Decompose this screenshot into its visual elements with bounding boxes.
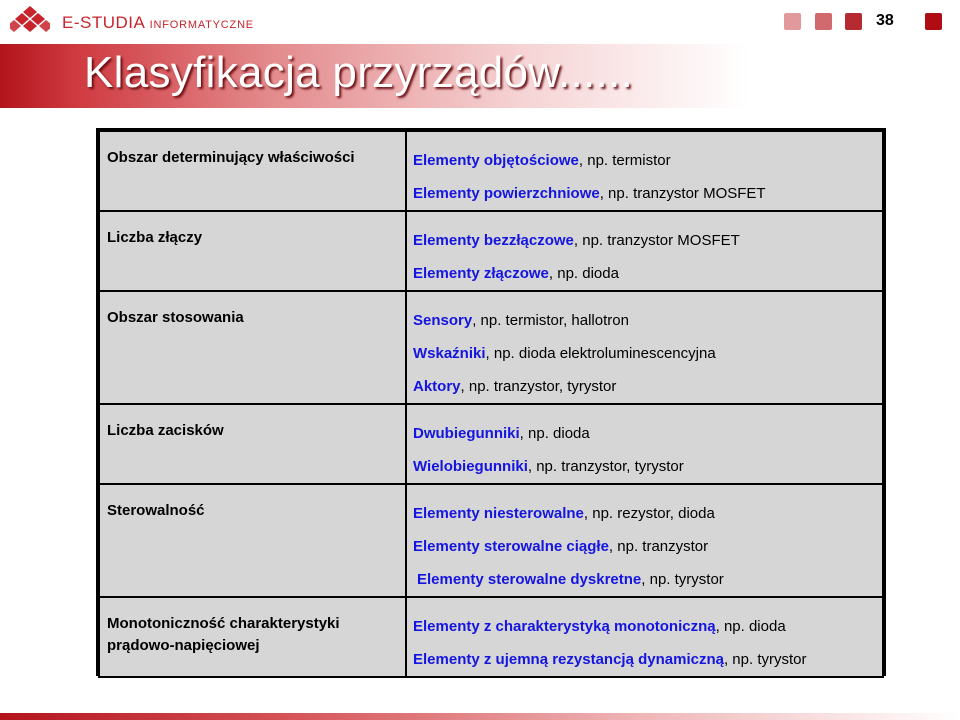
category-label-line2: prądowo-napięciowej bbox=[107, 637, 260, 654]
category-label: Sterowalność bbox=[107, 502, 205, 519]
item-example: , np. tranzystor, tyrystor bbox=[527, 458, 684, 475]
page-number: 38 bbox=[876, 12, 894, 29]
list-item bbox=[413, 417, 882, 450]
list-item bbox=[413, 563, 882, 596]
item-term: Elementy z ujemną rezystancją dynamiczną bbox=[413, 651, 724, 668]
decor-square-4 bbox=[925, 13, 942, 30]
list-item bbox=[413, 370, 882, 403]
items-cell bbox=[406, 484, 883, 597]
list-item bbox=[413, 177, 882, 210]
list-item bbox=[413, 257, 882, 290]
decor-square-2 bbox=[815, 13, 832, 30]
items-cell bbox=[406, 211, 883, 291]
list-item bbox=[413, 144, 882, 177]
item-example: , np. tyrystor bbox=[723, 651, 807, 668]
list-item bbox=[413, 497, 882, 530]
item-example: , np. tranzystor bbox=[608, 538, 709, 555]
item-term: Sensory bbox=[413, 312, 473, 329]
item-term: Elementy z charakterystyką monotoniczną bbox=[413, 618, 716, 635]
item-term: Elementy złączowe bbox=[413, 265, 549, 282]
list-item bbox=[413, 530, 882, 563]
category-label: Liczba zacisków bbox=[107, 422, 224, 439]
list-item bbox=[413, 610, 882, 643]
list-item bbox=[413, 337, 882, 370]
list-item bbox=[413, 643, 882, 676]
category-label-line1: Monotoniczność charakterystyki bbox=[107, 615, 340, 632]
table-row bbox=[99, 484, 883, 597]
list-item bbox=[413, 450, 882, 483]
item-example: , np. termistor bbox=[578, 152, 671, 169]
item-example: , np. dioda bbox=[519, 425, 590, 442]
decor-squares bbox=[0, 13, 960, 33]
brand-small: INFORMATYCZNE bbox=[149, 19, 254, 31]
decor-square-1 bbox=[784, 13, 801, 30]
item-term: Dwubiegunniki bbox=[413, 425, 520, 442]
items-cell bbox=[406, 597, 883, 677]
item-term: Elementy powierzchniowe bbox=[413, 185, 600, 202]
item-example: , np. tranzystor MOSFET bbox=[599, 185, 766, 202]
category-cell bbox=[99, 291, 406, 404]
item-term: Aktory bbox=[413, 378, 461, 395]
item-term: Elementy bezzłączowe bbox=[413, 232, 574, 249]
items-cell bbox=[406, 404, 883, 484]
item-example: , np. termistor, hallotron bbox=[472, 312, 629, 329]
table-row bbox=[99, 404, 883, 484]
decor-square-3 bbox=[845, 13, 862, 30]
list-item bbox=[413, 224, 882, 257]
table-row bbox=[99, 597, 883, 677]
item-term: Elementy objętościowe bbox=[413, 152, 579, 169]
item-example: , np. dioda bbox=[715, 618, 786, 635]
table-row bbox=[99, 131, 883, 211]
item-example: , np. tranzystor MOSFET bbox=[573, 232, 740, 249]
item-example: , np. dioda bbox=[548, 265, 619, 282]
item-term: Elementy sterowalne ciągłe bbox=[413, 538, 609, 555]
table-row bbox=[99, 211, 883, 291]
items-cell bbox=[406, 291, 883, 404]
category-cell bbox=[99, 597, 406, 677]
category-label: Obszar determinujący właściwości bbox=[107, 149, 355, 166]
classification-table bbox=[96, 128, 886, 676]
slide-title: Klasyfikacja przyrządów...... bbox=[84, 48, 634, 97]
item-term: Wielobiegunniki bbox=[413, 458, 528, 475]
item-term: Elementy sterowalne dyskretne bbox=[417, 571, 642, 588]
category-label: Obszar stosowania bbox=[107, 309, 244, 326]
category-cell bbox=[99, 131, 406, 211]
category-cell bbox=[99, 211, 406, 291]
brand-main: E-STUDIA bbox=[62, 13, 145, 32]
item-example: , np. dioda elektroluminescencyjna bbox=[485, 345, 716, 362]
item-term: Wskaźniki bbox=[413, 345, 486, 362]
category-cell bbox=[99, 484, 406, 597]
list-item bbox=[413, 304, 882, 337]
items-cell bbox=[406, 131, 883, 211]
item-example: , np. tranzystor, tyrystor bbox=[460, 378, 617, 395]
table-row bbox=[99, 291, 883, 404]
item-term: Elementy niesterowalne bbox=[413, 505, 584, 522]
category-label: Liczba złączy bbox=[107, 229, 203, 246]
item-example: , np. rezystor, dioda bbox=[583, 505, 715, 522]
bottom-rule bbox=[0, 713, 960, 720]
category-cell bbox=[99, 404, 406, 484]
item-example: , np. tyrystor bbox=[641, 571, 724, 588]
